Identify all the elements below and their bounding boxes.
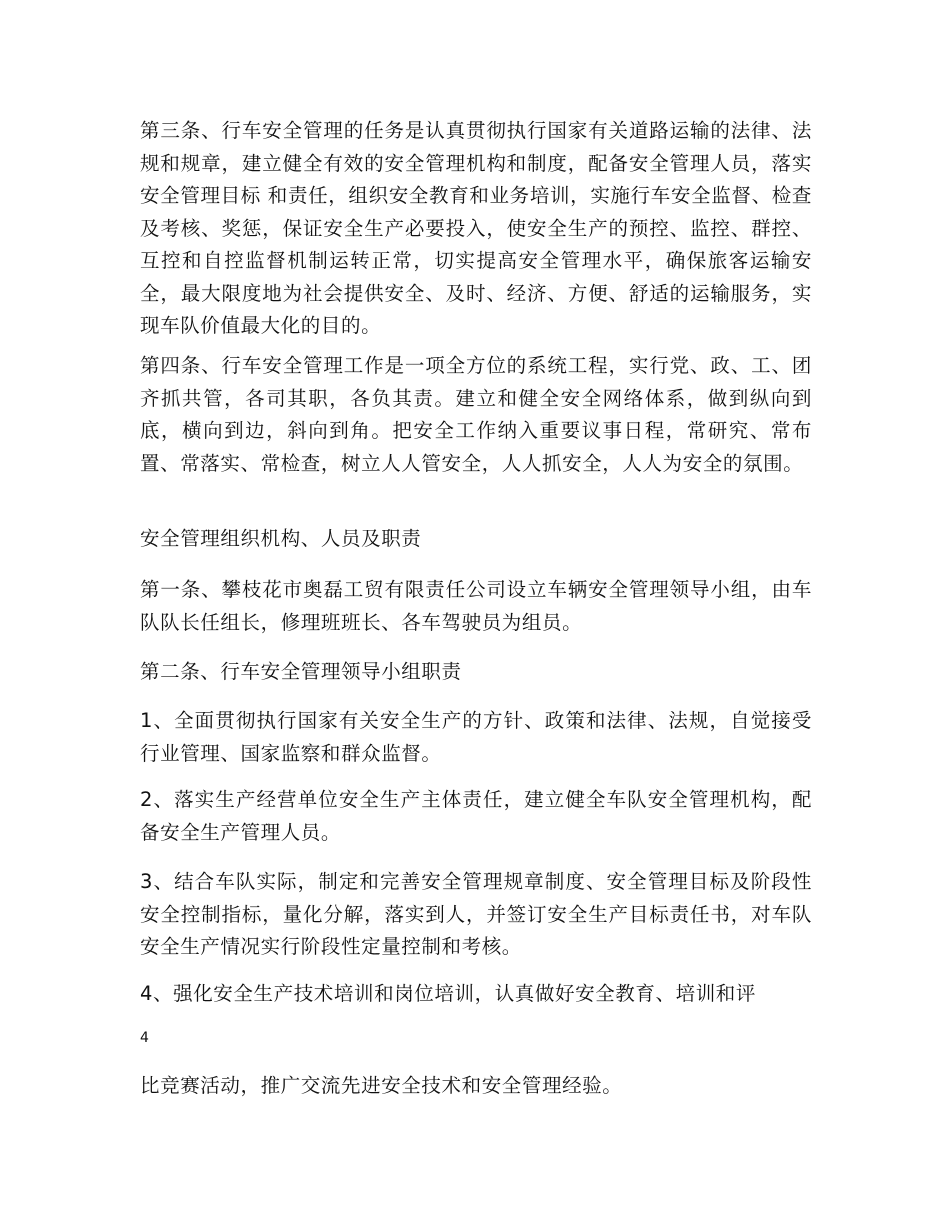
- section-heading: 安全管理组织机构、人员及职责: [140, 527, 422, 550]
- list-item-1: 1、全面贯彻执行国家有关安全生产的方针、政策和法律、法规，自觉接受行业管理、国家监察和群众监督。: [140, 709, 812, 765]
- list-item-4: 4、强化安全生产技术培训和岗位培训，认真做好安全教育、培训和评: [140, 982, 757, 1005]
- page-number: 4: [140, 1030, 149, 1046]
- list-item-3: 3、结合车队实际，制定和完善安全管理规章制度、安全管理目标及阶段性安全控制指标，量化分解，落实到人，并签订安全生产目标责任书，对车队安全生产情况实行阶段性定量控制和考核。: [140, 870, 812, 958]
- paragraph-article-4: 第四条、行车安全管理工作是一项全方位的系统工程，实行党、政、工、团齐抓共管，各司其职，各负其责。建立和健全安全网络体系，做到纵向到底，横向到边，斜向到角。把安全工作纳入重要议事日程，常研究、常布置、常落实、常检查，树立人人管安全，人人抓安全，人人为安全的氛围。: [140, 354, 812, 475]
- paragraph-article-3: 第三条、行车安全管理的任务是认真贯彻执行国家有关道路运输的法律、法规和规章，建立健全有效的安全管理机构和制度，配备安全管理人员，落实安全管理目标 和责任，组织安全教育和业务培训，实施行车安全监督、检查及考核、奖惩，保证安全生产必要投入，使安全生产的预控、监控、群控、互控和自控监督机制运转正常，切实提高安全管理水平，确保旅客运输安全，最大限度地为社会提供安全、及时、经济、方便、舒适的运输服务，实现车队价值最大化的目的。: [140, 119, 812, 337]
- list-item-2: 2、落实生产经营单位安全生产主体责任，建立健全车队安全管理机构，配备安全生产管理人员。: [140, 788, 812, 844]
- paragraph-article-2: 第二条、行车安全管理领导小组职责: [140, 660, 462, 683]
- paragraph-article-1: 第一条、攀枝花市奥磊工贸有限责任公司设立车辆安全管理领导小组，由车队队长任组长，修理班班长、各车驾驶员为组员。: [140, 578, 812, 634]
- continuation-text: 比竞赛活动，推广交流先进安全技术和安全管理经验。: [140, 1074, 623, 1097]
